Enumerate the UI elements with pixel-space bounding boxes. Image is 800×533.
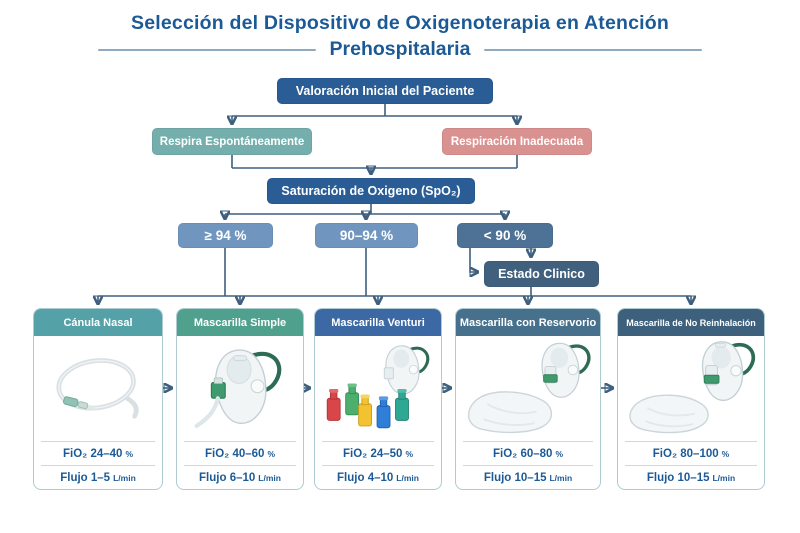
device-card-stats bbox=[456, 441, 600, 489]
fio2-unit: % bbox=[125, 448, 133, 459]
device-card-title: Mascarilla Simple bbox=[177, 309, 303, 336]
page-title bbox=[0, 12, 800, 61]
fio2-value: FiO₂ 80–100 bbox=[652, 447, 719, 460]
reservoir-mask-illustration bbox=[456, 336, 600, 441]
node-clinical-state: Estado Clinico bbox=[484, 261, 599, 287]
fio2-unit: % bbox=[555, 448, 563, 459]
device-card-venturi-mask bbox=[314, 308, 442, 490]
fio2-unit: % bbox=[405, 448, 413, 459]
device-card-title: Mascarilla con Reservorio bbox=[456, 309, 600, 336]
flow-unit: L/min bbox=[113, 472, 136, 483]
title-rule-left bbox=[98, 49, 316, 51]
non-rebreather-mask-illustration bbox=[618, 336, 764, 441]
flow-unit: L/min bbox=[549, 472, 573, 483]
flow-value: Flujo 10–15 bbox=[646, 471, 710, 484]
flow-unit: L/min bbox=[396, 472, 419, 483]
fio2-value: FiO₂ 40–60 bbox=[204, 447, 265, 460]
node-oxygen-saturation: Saturación de Oxigeno (SpO₂) bbox=[267, 178, 475, 204]
device-card-stats bbox=[618, 441, 764, 489]
node-initial-assessment: Valoración Inicial del Paciente bbox=[277, 78, 493, 104]
venturi-mask-illustration bbox=[315, 336, 441, 441]
node-spo2-90-94: 90–94 % bbox=[315, 223, 418, 248]
device-card-simple-mask bbox=[176, 308, 304, 490]
device-card-title: Cánula Nasal bbox=[34, 309, 162, 336]
fio2-value: FiO₂ 60–80 bbox=[492, 447, 553, 460]
device-card-nasal-cannula bbox=[33, 308, 163, 490]
title-rule-right bbox=[484, 49, 702, 51]
fio2-unit: % bbox=[267, 448, 275, 459]
node-inadequate-breathing: Respiración Inadecuada bbox=[442, 128, 592, 155]
device-card-non-rebreather-mask bbox=[617, 308, 765, 490]
fio2-value: FiO₂ 24–50 bbox=[342, 447, 403, 460]
node-spo2-ge-94: ≥ 94 % bbox=[178, 223, 273, 248]
device-card-title: Mascarilla de No Reinhalación bbox=[618, 309, 764, 336]
fio2-value: FiO₂ 24–40 bbox=[62, 447, 123, 460]
device-card-stats bbox=[177, 441, 303, 489]
flow-value: Flujo 10–15 bbox=[483, 471, 547, 484]
device-card-stats bbox=[315, 441, 441, 489]
flow-unit: L/min bbox=[258, 472, 281, 483]
device-card-stats bbox=[34, 441, 162, 489]
device-card-title: Mascarilla Venturi bbox=[315, 309, 441, 336]
node-breathes-spontaneously: Respira Espontáneamente bbox=[152, 128, 312, 155]
nasal-cannula-illustration bbox=[34, 336, 162, 441]
device-card-reservoir-mask bbox=[455, 308, 601, 490]
page-title-line2: Prehospitalaria bbox=[329, 38, 471, 60]
node-spo2-lt-90: < 90 % bbox=[457, 223, 553, 248]
fio2-unit: % bbox=[721, 448, 730, 459]
flow-value: Flujo 1–5 bbox=[60, 471, 111, 484]
simple-mask-illustration bbox=[177, 336, 303, 441]
flow-value: Flujo 6–10 bbox=[199, 471, 256, 484]
page-title-line1: Selección del Dispositivo de Oxigenoterapia en Atención bbox=[131, 12, 669, 34]
flow-value: Flujo 4–10 bbox=[337, 471, 394, 484]
flow-unit: L/min bbox=[712, 472, 736, 483]
